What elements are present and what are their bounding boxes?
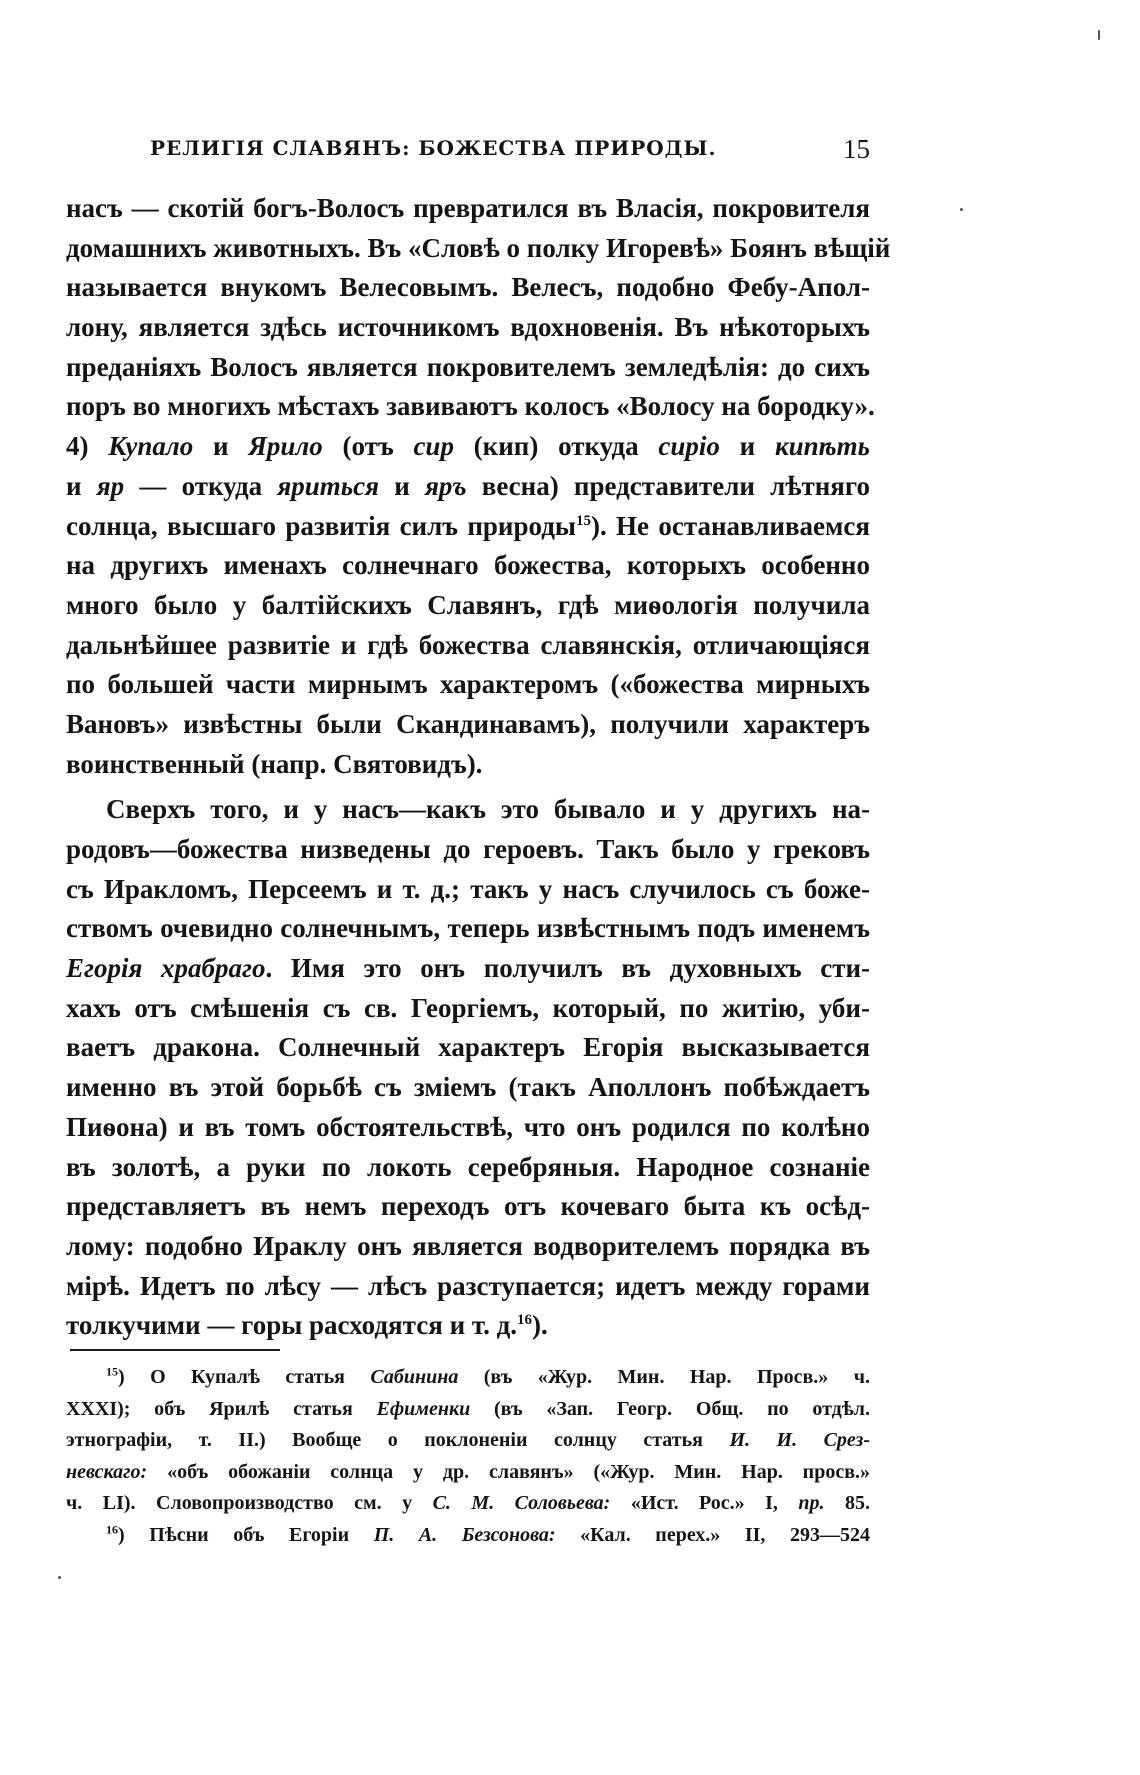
footnote-ref-15[interactable]: 15 [575,512,591,529]
footnote-line [66,1394,870,1426]
text-run: (въ «Зап. Геогр. Общ. по отдѣл. [470,1397,870,1420]
text-line: именно въ этой борьбѣ съ зміемъ (такъ Аполлонъ побѣждаетъ [66,1072,870,1103]
text-line [66,467,870,507]
paragraph-2 [66,427,870,784]
text-run: «Кал. перех.» II, 293—524 [555,1523,870,1546]
footnote-16 [66,1520,870,1552]
italic-term: Купало [108,431,194,462]
text-run: ) О Купалѣ статья [118,1366,371,1388]
italic-term: И. И. Срез- [729,1429,871,1451]
footnote-line [66,1488,870,1520]
text-line: насъ — скотій богъ-Волосъ превратился въ Власія, покровителя [66,193,870,223]
text-run: толкучими — горы расходятся и т. д. [66,1310,518,1341]
text-line: ваетъ дракона. Солнечный характеръ Егорія высказывается [66,1032,870,1063]
text-line [66,949,870,989]
text-run: «Ист. Рос.» I, [610,1492,799,1514]
footnote-marker: 15 [106,1364,118,1379]
text-line: родовъ—божества низведены до героевъ. Такъ было у грековъ [66,834,870,864]
main-text [66,189,891,1346]
footnote-line [66,1457,870,1489]
text-line [66,427,870,467]
text-line: Сверхъ того, и у насъ—какъ это бывало и у другихъ на- [106,794,870,825]
text-line: представляетъ въ немъ переходъ отъ кочеваго быта къ осѣд- [66,1191,870,1222]
footnote-line [66,1362,870,1394]
text-run: ч. LI). Словопроизводство см. у [66,1492,433,1514]
text-run: XXXI); объ Ярилѣ статья [66,1397,377,1420]
running-head: РЕЛИГІЯ СЛАВЯНЪ: БОЖЕСТВА ПРИРОДЫ. [150,136,717,160]
text-run: ) Пѣсни объ Егоріи [118,1523,374,1546]
page-number: 15 [843,134,870,164]
text-line [66,507,870,547]
italic-term: яръ [424,470,467,501]
footnote-marker: 16 [106,1521,118,1536]
footnote-line [66,1520,870,1552]
paragraph-3 [66,790,870,1346]
text-run: ). [532,1310,548,1341]
italic-term: П. А. Безсонова: [373,1523,556,1546]
text-line: съ Иракломъ, Персеемъ и т. д.; такъ у насъ случилось съ боже- [66,873,870,904]
text-line: преданіяхъ Волосъ является покровителемъ земледѣлія: до сихъ [66,351,870,382]
italic-term: сиріо [658,431,720,462]
text-run: 85. [824,1492,871,1514]
text-line: дальнѣйшее развитіе и гдѣ божества славянскія, отличающіяся [66,629,870,660]
text-line: хахъ отъ смѣшенія съ св. Георгіемъ, который, по житію, уби- [66,992,870,1023]
text-line: мірѣ. Идетъ по лѣсу — лѣсъ разступается; идетъ между горами [66,1270,870,1301]
italic-term: яр [96,470,125,501]
text-line: по большей части мирнымъ характеромъ («божества мирныхъ [66,669,870,700]
italic-term: невскаго: [66,1460,148,1483]
text-run: 4) [66,431,109,462]
text-run: и [193,431,249,462]
text-run: и [719,431,775,462]
print-speck [960,208,963,211]
text-run: солнца, высшаго развитія силъ природы [66,510,576,541]
text-line: въ золотѣ, а руки по локоть серебряныя. Народное сознаніе [66,1151,870,1182]
text-line: домашнихъ животныхъ. Въ «Словѣ о полку Игоревѣ» Боянъ вѣщій [66,232,891,263]
italic-term: Ефименки [376,1397,471,1420]
text-line: воинственный (напр. Святовидъ). [66,748,483,779]
text-line: поръ во многихъ мѣстахъ завиваютъ колосъ «Волосу на бородку». [66,391,875,422]
text-run: и [66,470,97,501]
italic-term: Сабинина [370,1366,459,1388]
text-run: весна) представители лѣтняго [466,470,870,501]
print-speck [1098,30,1100,40]
text-run: (кип) откуда [453,431,659,462]
footnotes [66,1362,870,1551]
text-line: много было у балтійскихъ Славянъ, гдѣ миѳологія получила [66,589,870,620]
text-run: (отъ [322,431,414,462]
page-header [150,136,870,176]
text-line: лому: подобно Ираклу онъ является водворителемъ порядка въ [66,1230,870,1261]
italic-term: С. М. Соловьева: [432,1492,611,1514]
text-run: этнографіи, т. II.) Вообще о поклоненіи солнцу статья [66,1429,730,1451]
text-line [66,1306,870,1346]
footnote-15 [66,1362,870,1520]
italic-term: сир [413,431,454,462]
text-line: на другихъ именахъ солнечнаго божества, которыхъ особенно [66,550,870,581]
text-run: — откуда [124,470,278,501]
text-line: ствомъ очевидно солнечнымъ, теперь извѣстнымъ подъ именемъ [66,913,870,944]
text-run: ). Не останавливаемся [590,510,870,541]
text-run: (въ «Жур. Мин. Нар. Просв.» ч. [458,1366,870,1388]
text-line: называется внукомъ Велесовымъ. Велесъ, подобно Фебу-Апол- [66,272,870,303]
footnote-line [66,1425,870,1457]
footnote-ref-16[interactable]: 16 [517,1312,533,1329]
italic-term: пр. [798,1492,825,1514]
text-run: и [379,470,425,501]
print-speck [58,1576,61,1579]
italic-term: Егорія храбраго [66,953,266,984]
text-run: «объ обожаніи солнца у др. славянъ» («Жур. Мин. Нар. просв.» [147,1460,870,1483]
footnote-rule [70,1349,280,1351]
italic-term: Ярило [248,431,323,462]
text-run: . Имя это онъ получилъ въ духовныхъ сти- [265,953,870,984]
text-line: лону, является здѣсь источникомъ вдохновенія. Въ нѣкоторыхъ [66,312,870,343]
italic-term: яриться [277,470,379,501]
text-line: Пиѳона) и въ томъ обстоятельствѣ, что онъ родился по колѣно [66,1111,870,1142]
paragraph-1 [66,189,891,427]
text-line: Вановъ» извѣстны были Скандинавамъ), получили характеръ [66,708,870,739]
italic-term: кипѣть [774,431,871,462]
